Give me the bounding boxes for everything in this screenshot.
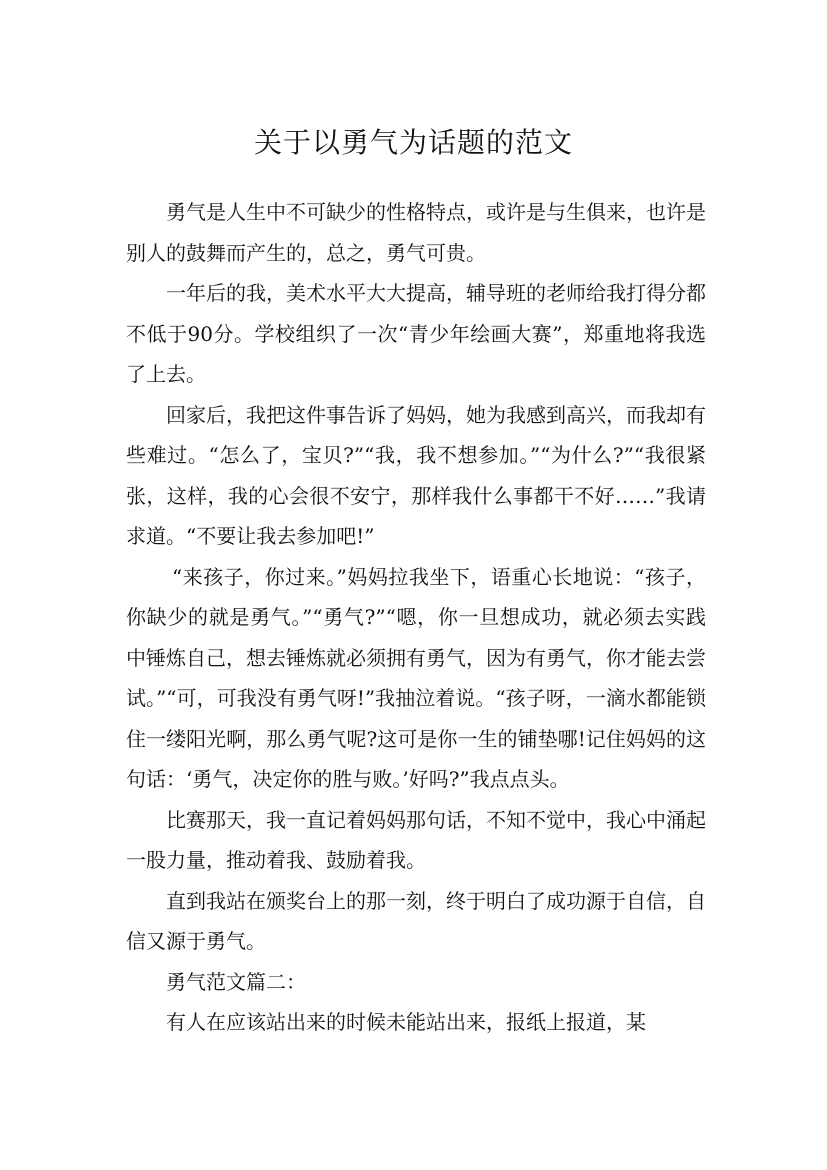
paragraph: 一年后的我，美术水平大大提高，辅导班的老师给我打得分都不低于90分。学校组织了一次“青少年绘画大赛”，郑重地将我选了上去。 — [126, 281, 706, 386]
paragraph: 回家后，我把这件事告诉了妈妈，她为我感到高兴，而我却有些难过。“怎么了，宝贝?”“我，我不想参加。”“为什么?”“我很紧张，这样，我的心会很不安宁，那样我什么事都干不好……”我请求道。“不要让我去参加吧!” — [126, 402, 706, 548]
document-title: 关于以勇气为话题的范文 — [253, 125, 573, 159]
paragraph: “来孩子，你过来。”妈妈拉我坐下，语重心长地说：“孩子，你缺少的就是勇气。”“勇气?”“嗯，你一旦想成功，就必须去实践中锤炼自己，想去锤炼就必须拥有勇气，因为有勇气，你才能去尝试。”“可，可我没有勇气呀!”我抽泣着说。“孩子呀，一滴水都能锁住一缕阳光啊，那么勇气呢?这可是你一生的铺垫哪!记住妈妈的这句话：‘勇气，决定你的胜与败。’好吗?”我点点头。 — [126, 564, 706, 791]
paragraph: 有人在应该站出来的时候未能站出来，报纸上报道，某 — [166, 1010, 646, 1034]
paragraph: 比赛那天，我一直记着妈妈那句话，不知不觉中，我心中涌起一股力量，推动着我、鼓励着我。 — [126, 807, 706, 872]
document-body — [126, 192, 706, 1043]
paragraph: 勇气是人生中不可缺少的性格特点，或许是与生俱来，也许是别人的鼓舞而产生的，总之，勇气可贵。 — [126, 200, 706, 265]
paragraph: 直到我站在颁奖台上的那一刻，终于明白了成功源于自信，自信又源于勇气。 — [126, 888, 706, 953]
section-heading: 勇气范文篇二： — [166, 969, 306, 994]
